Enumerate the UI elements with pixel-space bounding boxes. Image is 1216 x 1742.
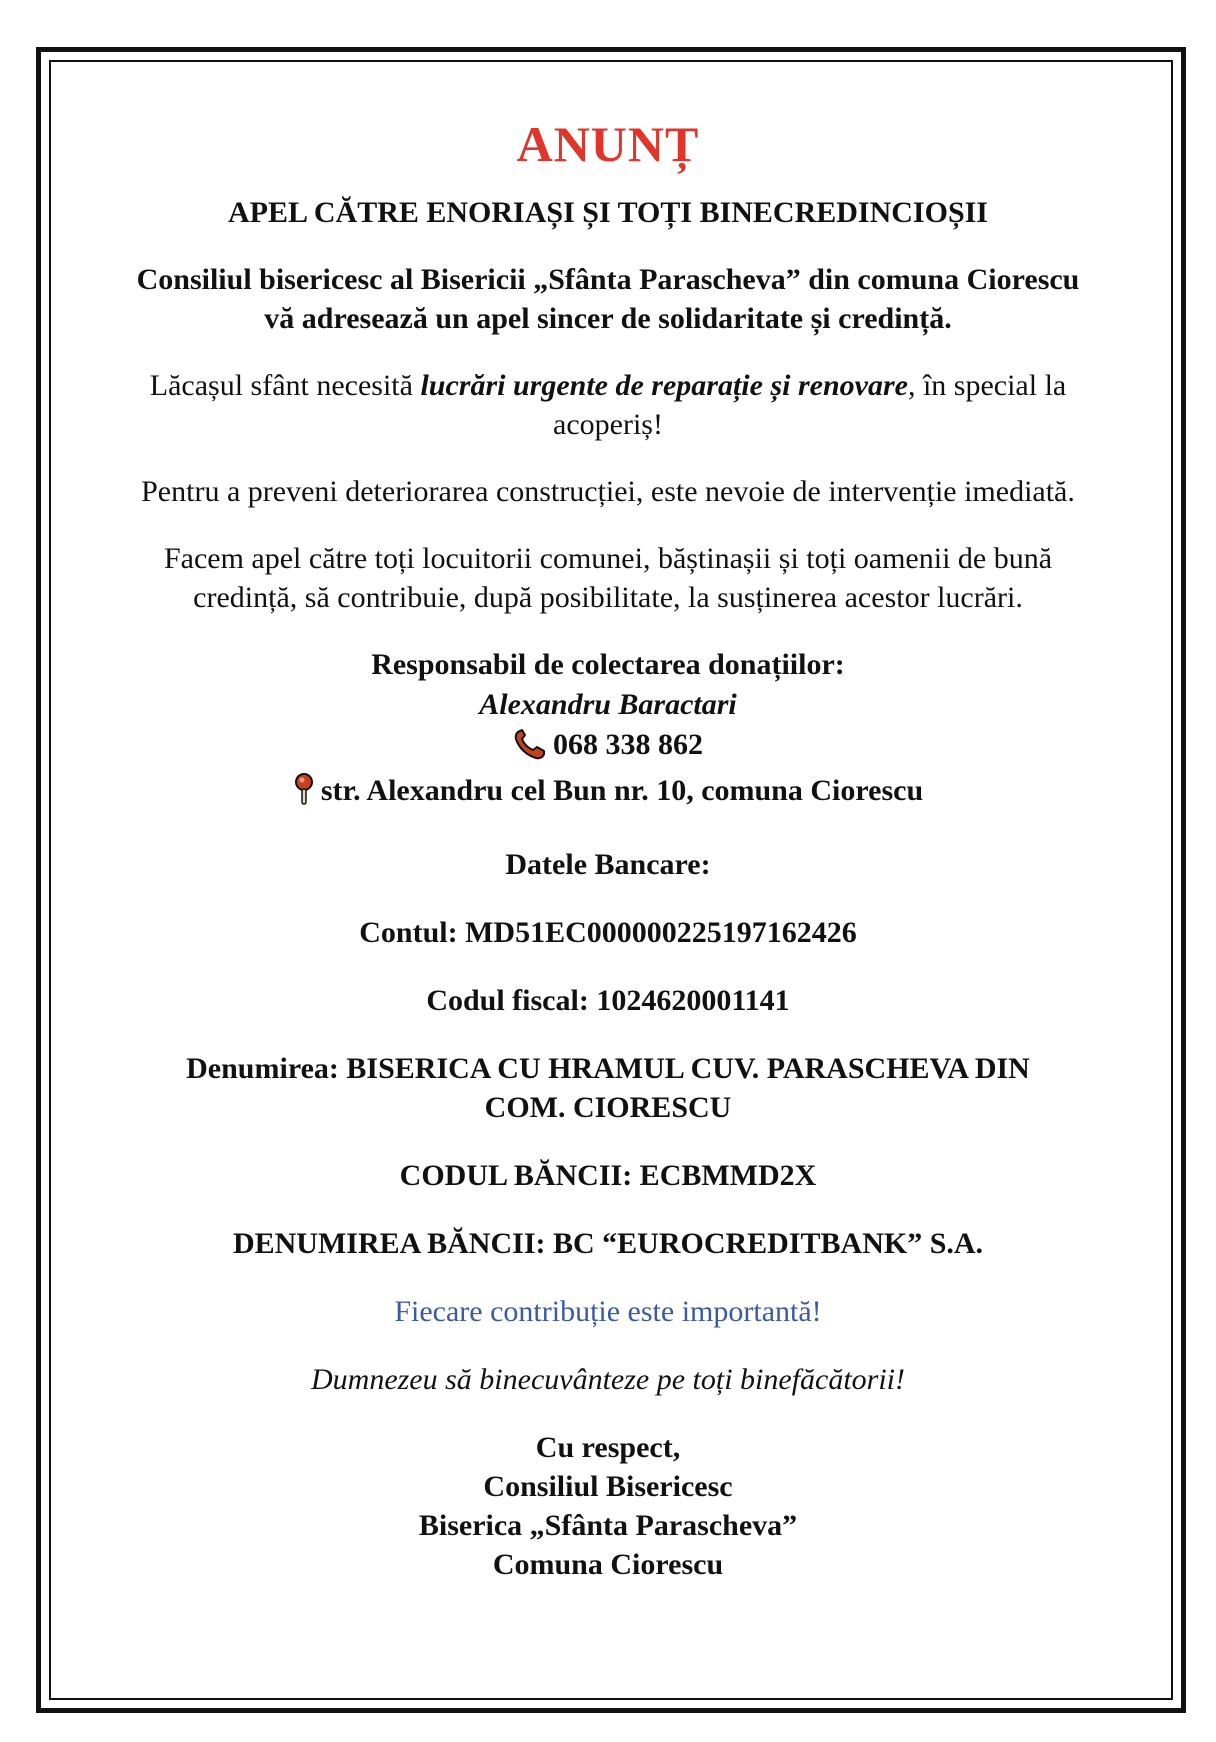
bank-bank-name: DENUMIREA BĂNCII: BC “EUROCREDITBANK” S.A. bbox=[232, 1227, 984, 1260]
page-title: ANUNȚ bbox=[516, 116, 700, 172]
phone-icon bbox=[513, 728, 547, 771]
intro-line-1: Consiliul bisericesc al Bisericii „Sfânta Parascheva” din comuna Ciorescu bbox=[136, 263, 1080, 296]
bank-name-line-1: Denumirea: BISERICA CU HRAMUL CUV. PARASCHEVA DIN bbox=[186, 1052, 1030, 1085]
signature-block bbox=[50, 1428, 1166, 1584]
announcement bbox=[50, 112, 1166, 1584]
need-paragraph bbox=[50, 366, 1166, 444]
contact-address-line bbox=[50, 771, 1166, 817]
signature-line-2: Consiliul Bisericesc bbox=[483, 1470, 733, 1503]
appeal-paragraph: Facem apel către toți locuitorii comunei, băștinașii și toți oamenii de bună credință, să contribuie, după posibilitate, la susținerea acestor lucrări. bbox=[163, 542, 1053, 614]
prevent-paragraph: Pentru a preveni deteriorarea construcției, este nevoie de intervenție imediată. bbox=[141, 475, 1075, 508]
signature-line-4: Comuna Ciorescu bbox=[492, 1548, 724, 1581]
bank-code: CODUL BĂNCII: ECBMMD2X bbox=[399, 1159, 817, 1192]
need-prefix: Lăcașul sfânt necesită bbox=[149, 369, 421, 402]
bank-heading: Datele Bancare: bbox=[505, 848, 711, 881]
contact-label: Responsabil de colectarea donațiilor: bbox=[371, 648, 845, 681]
contact-name: Alexandru Baractari bbox=[479, 688, 737, 721]
bank-name bbox=[50, 1049, 1166, 1127]
signature-line-3: Biserica „Sfânta Parascheva” bbox=[418, 1509, 798, 1542]
bank-name-line-2: COM. CIORESCU bbox=[484, 1091, 732, 1124]
signature-line-1: Cu respect, bbox=[535, 1431, 681, 1464]
contact-block bbox=[50, 645, 1166, 817]
bank-fiscal-code: Codul fiscal: 1024620001141 bbox=[426, 984, 790, 1017]
subtitle: APEL CĂTRE ENORIAȘI ȘI TOȚI BINECREDINCIOȘII bbox=[228, 196, 988, 229]
need-emphasis: lucrări urgente de reparație și renovare bbox=[420, 369, 908, 402]
need-suffix: , în special la acoperiș! bbox=[553, 369, 1067, 441]
bank-account: Contul: MD51EC000000225197162426 bbox=[359, 916, 857, 949]
every-contribution: Fiecare contribuție este importantă! bbox=[394, 1295, 822, 1328]
blessing: Dumnezeu să binecuvânteze pe toți binefăcătorii! bbox=[310, 1363, 906, 1396]
intro-paragraph bbox=[50, 260, 1166, 338]
intro-line-2: vă adresează un apel sincer de solidaritate și credință. bbox=[264, 302, 952, 335]
map-pin-icon bbox=[293, 772, 315, 817]
contact-phone-line bbox=[50, 725, 1166, 771]
contact-phone: 068 338 862 bbox=[553, 728, 703, 761]
contact-address: str. Alexandru cel Bun nr. 10, comuna Ciorescu bbox=[320, 774, 924, 807]
